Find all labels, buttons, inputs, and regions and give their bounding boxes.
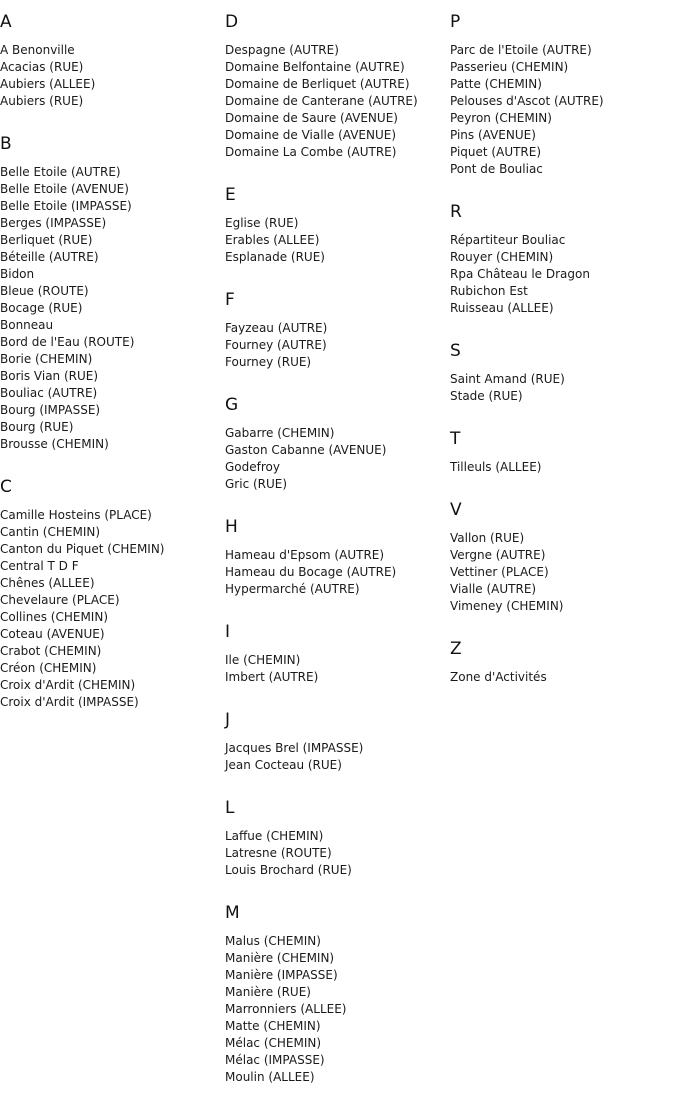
street-link[interactable]: Rubichon Est [450,284,528,298]
section-letter-heading: H [225,517,238,537]
section-letter-heading: Z [450,639,462,659]
street-link[interactable]: Vimeney (CHEMIN) [450,599,564,613]
street-link[interactable]: Hameau d'Epsom (AUTRE) [225,548,385,562]
street-link[interactable]: Bord de l'Eau (ROUTE) [0,335,135,349]
letter-section-r [450,202,670,317]
street-link[interactable]: Hameau du Bocage (AUTRE) [225,565,397,579]
street-link[interactable]: Camille Hosteins (PLACE) [0,508,152,522]
street-link[interactable]: Boris Vian (RUE) [0,369,99,383]
letter-section-t [450,429,670,476]
street-link[interactable]: Godefroy [225,460,280,474]
street-link[interactable]: Gric (RUE) [225,477,288,491]
street-link[interactable]: Domaine de Saure (AVENUE) [225,111,398,125]
street-link[interactable]: Chênes (ALLEE) [0,576,95,590]
street-link[interactable]: Domaine de Canterane (AUTRE) [225,94,418,108]
street-link[interactable]: Jacques Brel (IMPASSE) [225,741,364,755]
street-link[interactable]: Patte (CHEMIN) [450,77,542,91]
letter-section-v [450,500,670,615]
street-link[interactable]: Aubiers (RUE) [0,94,84,108]
street-link[interactable]: Imbert (AUTRE) [225,670,319,684]
letter-section-z [450,639,670,686]
letter-section-j [225,710,445,774]
letter-section-e [225,185,445,266]
street-index-column-3 [450,12,670,710]
street-link[interactable]: Marronniers (ALLEE) [225,1002,347,1016]
street-link[interactable]: A Benonville [0,43,75,57]
street-link[interactable]: Béteille (AUTRE) [0,250,99,264]
section-letter-heading: J [225,710,231,730]
street-link[interactable]: Berges (IMPASSE) [0,216,107,230]
street-link[interactable]: Belle Etoile (AVENUE) [0,182,129,196]
letter-section-a [0,12,220,110]
street-link[interactable]: Vettiner (PLACE) [450,565,549,579]
street-link[interactable]: Canton du Piquet (CHEMIN) [0,542,165,556]
section-letter-heading: T [450,429,461,449]
letter-section-s [450,341,670,405]
street-link[interactable]: Bidon [0,267,35,281]
street-link[interactable]: Piquet (AUTRE) [450,145,542,159]
street-link[interactable]: Passerieu (CHEMIN) [450,60,569,74]
street-link[interactable]: Fourney (RUE) [225,355,312,369]
street-link[interactable]: Pins (AVENUE) [450,128,536,142]
street-link[interactable]: Latresne (ROUTE) [225,846,332,860]
street-link[interactable]: Pelouses d'Ascot (AUTRE) [450,94,604,108]
section-letter-heading: P [450,12,461,32]
section-letter-heading: R [450,202,462,222]
street-link[interactable]: Répartiteur Bouliac [450,233,566,247]
letter-section-h [225,517,445,598]
street-link[interactable]: Despagne (AUTRE) [225,43,339,57]
letter-section-d [225,12,445,161]
street-link[interactable]: Louis Brochard (RUE) [225,863,352,877]
letter-section-b [0,134,220,453]
street-link[interactable]: Mélac (IMPASSE) [225,1053,325,1067]
street-index-column-1 [0,12,220,735]
street-link[interactable]: Belle Etoile (AUTRE) [0,165,121,179]
letter-section-i [225,622,445,686]
street-link[interactable]: Matte (CHEMIN) [225,1019,321,1033]
section-letter-heading: I [225,622,231,642]
street-link[interactable]: Domaine de Vialle (AVENUE) [225,128,397,142]
street-link[interactable]: Hypermarché (AUTRE) [225,582,360,596]
street-link[interactable]: Domaine de Berliquet (AUTRE) [225,77,410,91]
street-link[interactable]: Acacias (RUE) [0,60,84,74]
street-link[interactable]: Créon (CHEMIN) [0,661,97,675]
street-link[interactable]: Brousse (CHEMIN) [0,437,109,451]
street-link[interactable]: Esplanade (RUE) [225,250,325,264]
section-letter-heading: V [450,500,462,520]
street-link[interactable]: Laffue (CHEMIN) [225,829,324,843]
street-link[interactable]: Central T D F [0,559,79,573]
section-letter-heading: D [225,12,239,32]
street-link[interactable]: Manière (CHEMIN) [225,951,335,965]
section-letter-heading: F [225,290,235,310]
street-link[interactable]: Bourg (RUE) [0,420,74,434]
street-link[interactable]: Bleue (ROUTE) [0,284,89,298]
street-link[interactable]: Malus (CHEMIN) [225,934,321,948]
street-link[interactable]: Ile (CHEMIN) [225,653,301,667]
street-link[interactable]: Domaine La Combe (AUTRE) [225,145,397,159]
section-letter-heading: B [0,134,12,154]
street-link[interactable]: Berliquet (RUE) [0,233,93,247]
street-index-column-2 [225,12,445,1110]
street-link[interactable]: Rpa Château le Dragon [450,267,590,281]
street-link[interactable]: Bouliac (AUTRE) [0,386,98,400]
letter-section-c [0,477,220,711]
section-letter-heading: E [225,185,236,205]
street-link[interactable]: Parc de l'Etoile (AUTRE) [450,43,592,57]
street-link[interactable]: Eglise (RUE) [225,216,299,230]
street-link[interactable]: Gaston Cabanne (AVENUE) [225,443,387,457]
section-letter-heading: A [0,12,12,32]
street-link[interactable]: Vergne (AUTRE) [450,548,546,562]
street-link[interactable]: Zone d'Activités [450,670,547,684]
letter-section-p [450,12,670,178]
street-link[interactable]: Croix d'Ardit (CHEMIN) [0,678,136,692]
street-link[interactable]: Manière (IMPASSE) [225,968,338,982]
street-link[interactable]: Rouyer (CHEMIN) [450,250,554,264]
street-link[interactable]: Erables (ALLEE) [225,233,320,247]
section-letter-heading: G [225,395,239,415]
street-link[interactable]: Crabot (CHEMIN) [0,644,102,658]
street-link[interactable]: Fayzeau (AUTRE) [225,321,328,335]
street-link[interactable]: Borie (CHEMIN) [0,352,93,366]
street-link[interactable]: Aubiers (ALLEE) [0,77,96,91]
street-link[interactable]: Bourg (IMPASSE) [0,403,101,417]
street-link[interactable]: Manière (RUE) [225,985,311,999]
street-link[interactable]: Fourney (AUTRE) [225,338,327,352]
street-link[interactable]: Belle Etoile (IMPASSE) [0,199,132,213]
street-link[interactable]: Domaine Belfontaine (AUTRE) [225,60,405,74]
section-letter-heading: C [0,477,12,497]
letter-section-l [225,798,445,879]
street-link[interactable]: Jean Cocteau (RUE) [225,758,342,772]
street-link[interactable]: Ruisseau (ALLEE) [450,301,554,315]
street-link[interactable]: Cantin (CHEMIN) [0,525,101,539]
street-link[interactable]: Bocage (RUE) [0,301,83,315]
street-link[interactable]: Moulin (ALLEE) [225,1070,315,1084]
street-link[interactable]: Bonneau [0,318,54,332]
street-link[interactable]: Vallon (RUE) [450,531,525,545]
street-link[interactable]: Chevelaure (PLACE) [0,593,120,607]
section-letter-heading: L [225,798,235,818]
letter-section-g [225,395,445,493]
section-letter-heading: M [225,903,240,923]
street-link[interactable]: Collines (CHEMIN) [0,610,108,624]
street-link[interactable]: Tilleuls (ALLEE) [450,460,542,474]
street-link[interactable]: Coteau (AVENUE) [0,627,105,641]
street-link[interactable]: Vialle (AUTRE) [450,582,537,596]
street-link[interactable]: Croix d'Ardit (IMPASSE) [0,695,139,709]
street-link[interactable]: Stade (RUE) [450,389,523,403]
section-letter-heading: S [450,341,461,361]
street-link[interactable]: Peyron (CHEMIN) [450,111,552,125]
letter-section-m [225,903,445,1086]
street-link[interactable]: Pont de Bouliac [450,162,543,176]
street-link[interactable]: Saint Amand (RUE) [450,372,565,386]
street-link[interactable]: Mélac (CHEMIN) [225,1036,322,1050]
letter-section-f [225,290,445,371]
street-link[interactable]: Gabarre (CHEMIN) [225,426,335,440]
